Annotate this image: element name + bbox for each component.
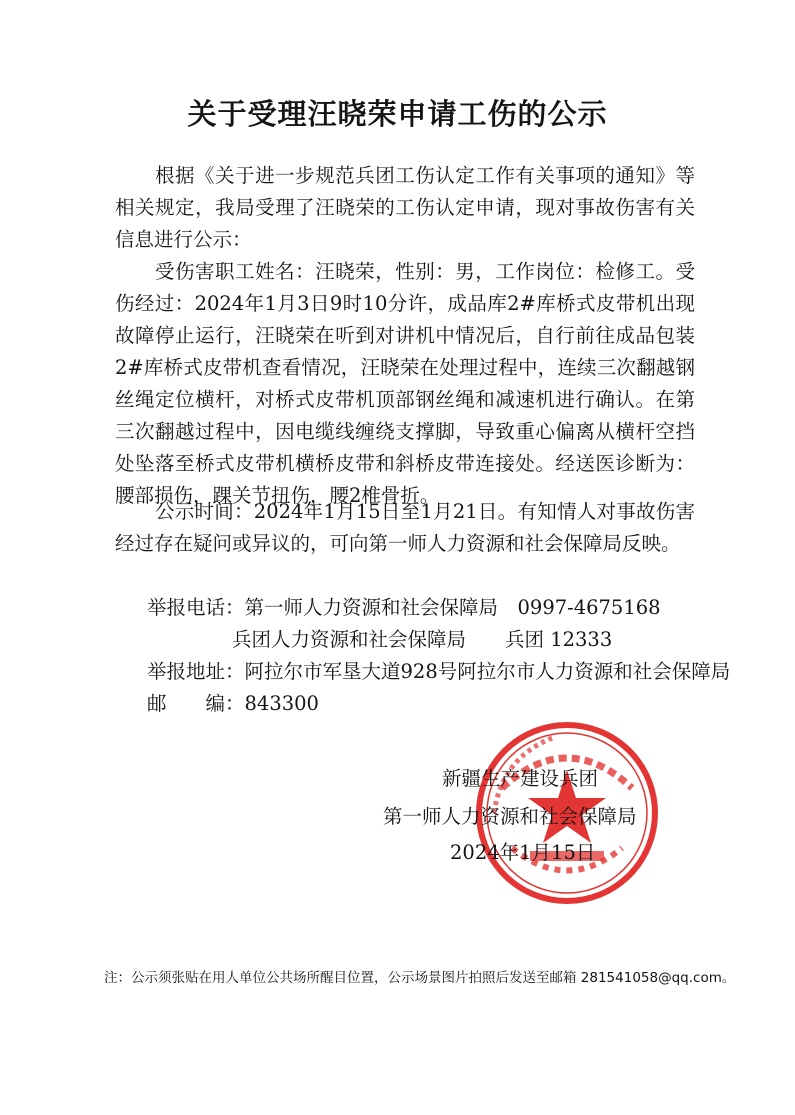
report-phone-line-2: 兵团人力资源和社会保障局 兵团 12333 bbox=[232, 628, 613, 651]
document-title: 关于受理汪晓荣申请工伤的公示 bbox=[187, 97, 608, 131]
report-phone-line-1: 举报电话：第一师人力资源和社会保障局 0997-4675168 bbox=[147, 596, 661, 619]
postcode-line: 邮 编：843300 bbox=[147, 692, 319, 715]
paragraph-notice-period: 公示时间：2024年1月15日至1月21日。有知情人对事故伤害经过存在疑问或异议的，可向第一师人力资源和社会保障局反映。 bbox=[115, 500, 695, 555]
signature-date: 2024年1月15日 bbox=[450, 841, 596, 864]
paragraph-basis: 根据《关于进一步规范兵团工伤认定工作有关事项的通知》等相关规定，我局受理了汪晓荣的工伤认定申请，现对事故伤害有关信息进行公示： bbox=[115, 164, 695, 251]
footnote: 注：公示须张贴在用人单位公共场所醒目位置，公示场景图片拍照后发送至邮箱 281541058@qq.com。 bbox=[104, 970, 736, 986]
signature-org-line-1: 新疆生产建设兵团 bbox=[442, 767, 599, 790]
report-address-line: 举报地址：阿拉尔市军垦大道928号阿拉尔市人力资源和社会保障局 bbox=[147, 660, 731, 683]
signature-org-line-2: 第一师人力资源和社会保障局 bbox=[383, 805, 637, 828]
paragraph-injury-details: 受伤害职工姓名：汪晓荣，性别：男，工作岗位：检修工。受伤经过：2024年1月3日9时10分许，成品库2#库桥式皮带机出现故障停止运行，汪晓荣在听到对讲机中情况后，自行前往成品包装2#库桥式皮带机查看情况，汪晓荣在处理过程中，连续三次翻越钢丝绳定位横杆，对桥式皮带机顶部钢丝绳和减速机进行确认。在第三次翻越过程中，因电缆线缠绕支撑脚，导致重心偏离从横杆空挡处坠落至桥式皮带机横桥皮带和斜桥皮带连接处。经送医诊断为：腰部损伤，踝关节扭伤，腰2椎骨折。 bbox=[115, 260, 695, 507]
